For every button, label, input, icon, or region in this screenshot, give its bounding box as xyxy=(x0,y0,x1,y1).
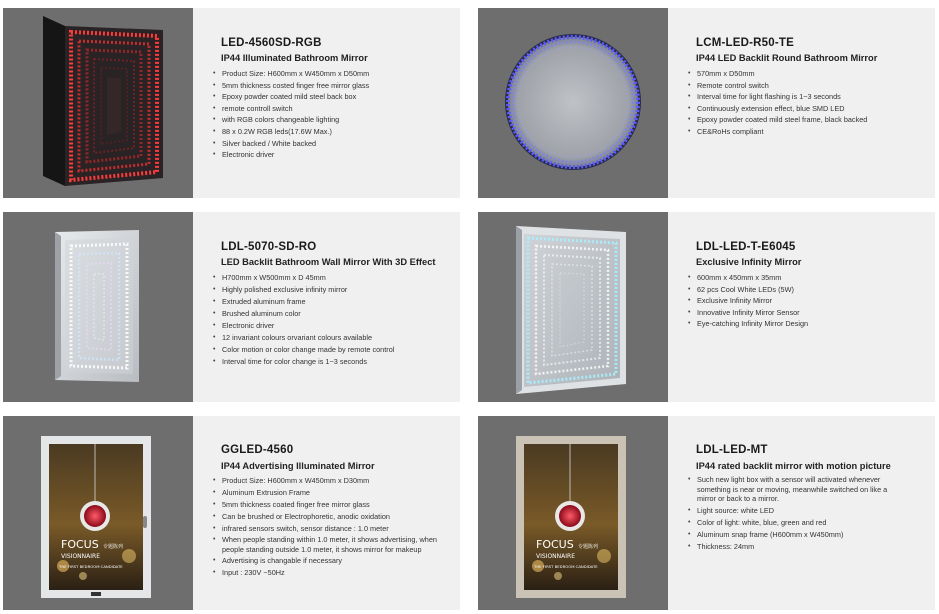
feature-list xyxy=(213,272,394,368)
poster-chinese: 专题陈列 xyxy=(103,544,124,550)
feature-item: • Interval time for color change is 1~3 seconds xyxy=(213,356,394,368)
product-card-lcm-led-r50-te xyxy=(478,8,935,198)
feature-item: • 12 invariant colours orvariant colours available xyxy=(213,332,394,344)
feature-item: • Light source: white LED xyxy=(688,505,888,517)
poster-brand: FOCUS xyxy=(61,538,99,551)
poster-chinese: 专题陈列 xyxy=(578,544,599,550)
product-card-ldl-5070-sd-ro xyxy=(3,212,460,402)
product-info xyxy=(193,212,460,402)
product-image xyxy=(478,8,668,198)
feature-item: • Aluminum snap frame (H600mm x W450mm) xyxy=(688,529,888,541)
product-title: IP44 Advertising Illuminated Mirror xyxy=(221,461,375,471)
poster-brand-sub: VISIONNAIRE xyxy=(536,553,575,560)
product-card-ldl-led-mt xyxy=(478,416,935,610)
feature-item: • Product Size: H600mm x W450mm x D50mm xyxy=(213,68,369,80)
feature-item: • Innovative Infinity Mirror Sensor xyxy=(688,307,808,319)
motion-picture-mirror-illustration xyxy=(478,416,668,610)
feature-item: • remote controll switch xyxy=(213,103,369,115)
feature-item: • Thickness: 24mm xyxy=(688,541,888,553)
poster-tagline: THE FIRST BEDROOM CANDIDATE xyxy=(534,564,598,569)
feature-item: • Interval time for light flashing is 1~3 seconds xyxy=(688,91,867,103)
feature-item: • Remote control switch xyxy=(688,80,867,92)
feature-item: • Electronic driver xyxy=(213,320,394,332)
product-code: LED-4560SD-RGB xyxy=(221,37,322,49)
feature-item: • with RGB colors changeable lighting xyxy=(213,114,369,126)
feature-item: • Brushed aluminum color xyxy=(213,308,394,320)
rgb-infinity-mirror-illustration xyxy=(3,8,193,198)
feature-item: • Electronic driver xyxy=(213,149,369,161)
feature-item: • Can be brushed or Electrophoretic, anodic oxidation xyxy=(213,511,453,523)
product-title: Exclusive Infinity Mirror xyxy=(696,257,802,267)
feature-item: • 570mm x D50mm xyxy=(688,68,867,80)
feature-item: • Continuously extension effect, blue SMD LED xyxy=(688,103,867,115)
feature-item: • 5mm thickness costed finger free mirror glass xyxy=(213,80,369,92)
feature-item: • Exclusive Infinity Mirror xyxy=(688,295,808,307)
product-title: LED Backlit Bathroom Wall Mirror With 3D Effect xyxy=(221,257,436,267)
poster-tagline: THE FIRST BEDROOM CANDIDATE xyxy=(59,564,123,569)
feature-item: • Color motion or color change made by remote control xyxy=(213,344,394,356)
product-title: IP44 LED Backlit Round Bathroom Mirror xyxy=(696,53,878,63)
product-code: LDL-5070-SD-RO xyxy=(221,241,317,253)
feature-item: • Epoxy powder coated mild steel frame, black backed xyxy=(688,114,867,126)
feature-list xyxy=(688,475,888,553)
feature-item: • Color of light: white, blue, green and red xyxy=(688,517,888,529)
product-title: IP44 Illuminated Bathroom Mirror xyxy=(221,53,368,63)
product-info xyxy=(193,8,460,198)
poster-brand: FOCUS xyxy=(536,538,574,551)
product-title: IP44 rated backlit mirror with motion picture xyxy=(696,461,891,471)
product-image xyxy=(478,212,668,402)
product-info xyxy=(668,8,935,198)
feature-item: • Highly polished exclusive infinity mirror xyxy=(213,284,394,296)
feature-item: • 62 pcs Cool White LEDs (5W) xyxy=(688,284,808,296)
product-image xyxy=(3,416,193,610)
feature-list xyxy=(688,272,808,330)
product-code: LDL-LED-T-E6045 xyxy=(696,241,796,253)
feature-item: • CE&RoHs compliant xyxy=(688,126,867,138)
feature-item: • H700mm x W500mm x D 45mm xyxy=(213,272,394,284)
feature-item: • Product Size: H600mm x W450mm x D30mm xyxy=(213,475,453,487)
3d-effect-wall-mirror-illustration xyxy=(3,212,193,402)
product-card-ggled-4560 xyxy=(3,416,460,610)
product-code: LDL-LED-MT xyxy=(696,444,768,456)
product-image xyxy=(478,416,668,610)
product-image xyxy=(3,212,193,402)
product-code: GGLED-4560 xyxy=(221,444,294,456)
round-backlit-mirror-illustration xyxy=(478,8,668,198)
feature-item: • Input : 230V ~50Hz xyxy=(213,567,453,579)
poster-brand-sub: VISIONNAIRE xyxy=(61,553,100,560)
feature-item: • Advertising is changable if necessary xyxy=(213,555,453,567)
exclusive-infinity-mirror-illustration xyxy=(478,212,668,402)
feature-list xyxy=(213,475,453,579)
feature-item: • 600mm x 450mm x 35mm xyxy=(688,272,808,284)
feature-item: • Silver backed / White backed xyxy=(213,138,369,150)
feature-item: • Extruded aluminum frame xyxy=(213,296,394,308)
product-card-ldl-led-t-e6045 xyxy=(478,212,935,402)
product-code: LCM-LED-R50-TE xyxy=(696,37,794,49)
product-card-led-4560sd-rgb xyxy=(3,8,460,198)
advertising-mirror-illustration xyxy=(3,416,193,610)
product-info xyxy=(668,212,935,402)
feature-item: • infrared sensors switch, sensor distance : 1.0 meter xyxy=(213,523,453,535)
feature-item: • Eye-catching Infinity Mirror Design xyxy=(688,318,808,330)
feature-item: • 5mm thickness coated finger free mirror glass xyxy=(213,499,453,511)
feature-item: • Aluminum Extrusion Frame xyxy=(213,487,453,499)
feature-item: • When people standing within 1.0 meter, it shows advertising, when people standing outside 1.0 meter, it shows mirror for makeup xyxy=(213,535,453,554)
product-info xyxy=(193,416,460,610)
feature-list xyxy=(688,68,867,138)
product-image xyxy=(3,8,193,198)
product-info xyxy=(668,416,935,610)
feature-list xyxy=(213,68,369,161)
feature-item: • Epoxy powder coated mild steel back box xyxy=(213,91,369,103)
feature-item: • Such new light box with a sensor will activated whenever something is near or moving, meanwhile switched on like a mirror or back to a mirror. xyxy=(688,475,888,504)
feature-item: • 88 x 0.2W RGB leds(17.6W Max.) xyxy=(213,126,369,138)
